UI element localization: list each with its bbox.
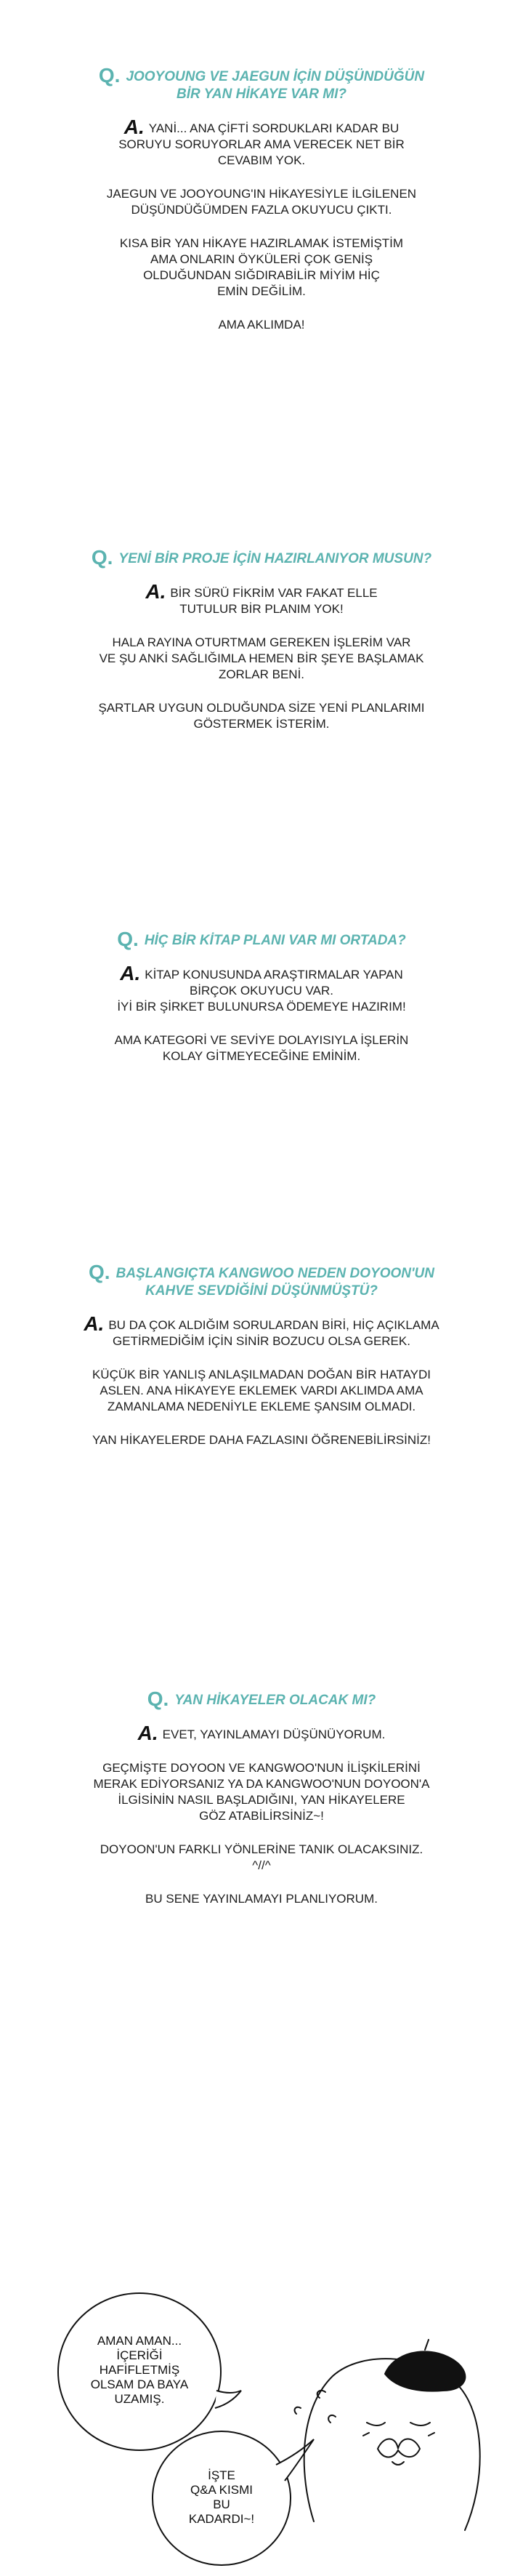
character-beret-stem	[425, 2340, 429, 2350]
answer-line: KOLAY GİTMEYECEĞİNE EMİNİM.	[162, 1049, 361, 1063]
qa-block-2	[44, 546, 479, 750]
answer-line: MERAK EDİYORSANIZ YA DA KANGWOO'NUN DOYOON'A	[93, 1777, 430, 1791]
bubble-line: KADARDI~!	[188, 2512, 255, 2526]
answer-paragraph	[44, 1842, 479, 1874]
speech-bubble-2-tail	[276, 2439, 314, 2481]
answer-line: ZAMANLAMA NEDENİYLE EKLEME ŞANSIM OLMADI.	[107, 1400, 416, 1413]
answer-line: AMA ONLARIN ÖYKÜLERİ ÇOK GENİŞ	[150, 252, 373, 266]
answer-line: BU DA ÇOK ALDIĞIM SORULARDAN BİRİ, HİÇ AÇIKLAMA	[108, 1318, 439, 1332]
answer-line: ŞARTLAR UYGUN OLDUĞUNDA SİZE YENİ PLANLARIMI	[98, 701, 425, 715]
question-line: YAN HİKAYELER OLACAK MI?	[174, 1693, 376, 1708]
answer-line: GETİRMEDİĞİM İÇİN SİNİR BOZUCU OLSA GEREK.	[113, 1334, 410, 1348]
answer-line: TUTULUR BİR PLANIM YOK!	[179, 602, 344, 616]
answer-line: JAEGUN VE JOOYOUNG'IN HİKAYESİYLE İLGİLENEN	[106, 187, 417, 201]
q-letter: Q.	[89, 1261, 110, 1283]
answer-paragraph	[44, 1891, 479, 1907]
answer-line: ^//^	[252, 1858, 271, 1872]
answer	[44, 1312, 479, 1448]
answer-line: KISA BİR YAN HİKAYE HAZIRLAMAK İSTEMİŞTİM	[119, 236, 404, 250]
answer	[44, 962, 479, 1064]
answer-line: EMİN DEĞİLİM.	[217, 284, 306, 298]
answer-line: İYİ BİR ŞİRKET BULUNURSA ÖDEMEYE HAZIRIM!	[117, 1000, 406, 1014]
question-line: BİR YAN HİKAYE VAR MI?	[177, 87, 346, 102]
answer-line: HALA RAYINA OTURTMAM GEREKEN İŞLERİM VAR	[112, 635, 411, 649]
character-beret	[385, 2351, 465, 2391]
answer-paragraph	[44, 1312, 479, 1349]
bubble-line: HAFİFLETMİŞ	[99, 2363, 180, 2377]
answer-paragraph	[44, 700, 479, 732]
character-eye-right	[410, 2423, 430, 2425]
answer-line: DOYOON'UN FARKLI YÖNLERİNE TANIK OLACAKSINIZ.	[100, 1842, 423, 1856]
bubble-line: AMAN AMAN...	[97, 2334, 182, 2348]
answer-paragraph	[44, 116, 479, 169]
bubble-line: BU	[213, 2497, 230, 2511]
answer-line: OLDUĞUNDAN SIĞDIRABİLİR MİYİM HİÇ	[143, 268, 380, 282]
answer	[44, 580, 479, 732]
answer-paragraph	[44, 962, 479, 1015]
answer-line: BU SENE YAYINLAMAYI PLANLIYORUM.	[145, 1892, 378, 1906]
answer-line: BİRÇOK OKUYUCU VAR.	[189, 984, 334, 998]
answer-paragraph	[44, 317, 479, 333]
answer-paragraph	[44, 635, 479, 683]
answer-line: GEÇMİŞTE DOYOON VE KANGWOO'NUN İLİŞKİLERİNİ	[102, 1761, 421, 1775]
question-line: HİÇ BİR KİTAP PLANI VAR MI ORTADA?	[144, 933, 406, 948]
bubble-line: UZAMIŞ.	[114, 2392, 165, 2406]
qa-block-1	[44, 64, 479, 350]
answer-line: AMA KATEGORİ VE SEVİYE DOLAYISIYLA İŞLERİN	[114, 1033, 409, 1047]
answer	[44, 1722, 479, 1907]
character-blush-right	[429, 2433, 434, 2436]
sweat-mark-1	[295, 2407, 301, 2414]
question-line: KAHVE SEVDİĞİNİ DÜŞÜNMÜŞTÜ?	[145, 1283, 378, 1299]
answer-paragraph	[44, 1760, 479, 1824]
answer-paragraph	[44, 1432, 479, 1448]
answer-line: EVET, YAYINLAMAYI DÜŞÜNÜYORUM.	[162, 1728, 386, 1741]
answer-line: AMA AKLIMDA!	[218, 318, 305, 332]
answer-line: DÜŞÜNDÜĞÜMDEN FAZLA OKUYUCU ÇIKTI.	[131, 203, 392, 217]
question-line: BAŞLANGIÇTA KANGWOO NEDEN DOYOON'UN	[115, 1266, 434, 1281]
question	[44, 1690, 479, 1709]
bubble-line: OLSAM DA BAYA	[90, 2378, 189, 2391]
answer-paragraph	[44, 1032, 479, 1064]
question	[44, 928, 479, 950]
q-letter: Q.	[147, 1688, 169, 1710]
answer-paragraph	[44, 1722, 479, 1744]
answer-line: GÖSTERMEK İSTERİM.	[193, 717, 330, 731]
answer-line: YANİ... ANA ÇİFTİ SORDUKLARI KADAR BU	[148, 121, 400, 135]
bubble-line: Q&A KISMI	[190, 2483, 253, 2497]
character-mustache	[378, 2439, 420, 2457]
question-line: JOOYOUNG VE JAEGUN İÇİN DÜŞÜNDÜĞÜN	[126, 69, 425, 84]
answer-line: İLGİSİNİN NASIL BAŞLADIĞINI, YAN HİKAYELERE	[118, 1793, 405, 1807]
q-letter: Q.	[117, 928, 139, 950]
answer-line: CEVABIM YOK.	[217, 153, 306, 167]
answer-line: VE ŞU ANKİ SAĞLIĞIMLA HEMEN BİR ŞEYE BAŞLAMAK	[99, 651, 424, 665]
question	[44, 64, 479, 103]
answer	[44, 116, 479, 333]
a-letter: A.	[84, 1312, 105, 1335]
speech-bubble-1-text	[73, 2334, 206, 2407]
answer-paragraph	[44, 236, 479, 300]
speech-bubble-1-tail	[215, 2391, 241, 2408]
bubble-line: İÇERİĞİ	[116, 2348, 163, 2362]
speech-bubble-2-text	[163, 2468, 280, 2527]
character	[295, 2340, 480, 2530]
character-eye-left	[367, 2423, 385, 2425]
character-mouth	[392, 2462, 404, 2465]
answer-line: SORUYU SORUYORLAR AMA VERECEK NET BİR	[118, 137, 405, 151]
comic-panel	[0, 2218, 523, 2572]
answer-line: ZORLAR BENİ.	[218, 667, 305, 681]
question-line: YENİ BİR PROJE İÇİN HAZIRLANIYOR MUSUN?	[118, 551, 432, 566]
question	[44, 546, 479, 569]
character-blush-left	[363, 2433, 369, 2436]
answer-paragraph	[44, 580, 479, 617]
a-letter: A.	[137, 1722, 158, 1744]
q-letter: Q.	[91, 546, 113, 569]
a-letter: A.	[120, 962, 141, 984]
answer-line: KÜÇÜK BİR YANLIŞ ANLAŞILMADAN DOĞAN BİR HATAYDI	[92, 1368, 431, 1381]
answer-paragraph	[44, 186, 479, 218]
qa-block-5	[44, 1690, 479, 1925]
question	[44, 1261, 479, 1300]
answer-line: KİTAP KONUSUNDA ARAŞTIRMALAR YAPAN	[145, 968, 403, 982]
a-letter: A.	[145, 580, 166, 603]
answer-paragraph	[44, 1367, 479, 1415]
answer-line: BİR SÜRÜ FİKRİM VAR FAKAT ELLE	[170, 586, 378, 600]
answer-line: ASLEN. ANA HİKAYEYE EKLEMEK VARDI AKLIMDA AMA	[100, 1384, 423, 1397]
qa-block-4	[44, 1261, 479, 1466]
qa-block-3	[44, 928, 479, 1082]
answer-line: GÖZ ATABİLİRSİNİZ~!	[199, 1809, 324, 1823]
bubble-line: İŞTE	[208, 2468, 235, 2482]
a-letter: A.	[123, 116, 145, 138]
sweat-mark-3	[328, 2415, 336, 2423]
q-letter: Q.	[98, 64, 121, 87]
answer-line: YAN HİKAYELERDE DAHA FAZLASINI ÖĞRENEBİLİRSİNİZ!	[92, 1433, 431, 1447]
